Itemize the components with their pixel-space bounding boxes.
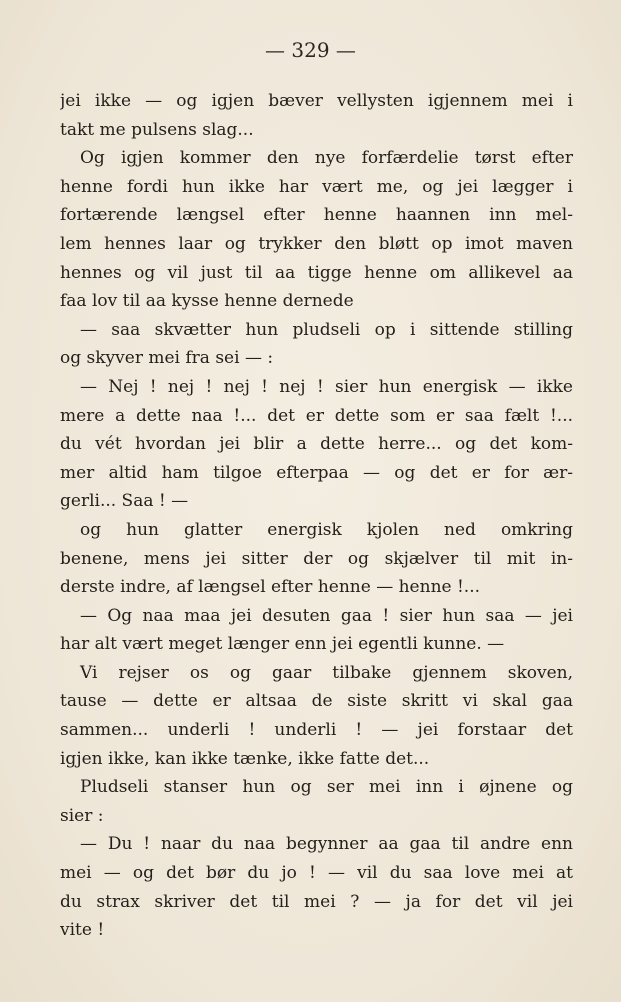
- text-line: mere a dette naa !... det er dette som er saa fælt !...: [60, 405, 573, 426]
- text-line: — Nej ! nej ! nej ! nej ! sier hun energisk — ikke: [80, 376, 573, 397]
- text-line: Vi rejser os og gaar tilbake gjennem skoven,: [80, 662, 573, 683]
- text-line: sammen... underli ! underli ! — jei forstaar det: [60, 720, 573, 741]
- text-line: — Og naa maa jei desuten gaa ! sier hun saa — jei: [80, 605, 573, 626]
- text-line: og hun glatter energisk kjolen ned omkring: [80, 519, 573, 540]
- text-line: igjen ikke, kan ikke tænke, ikke fatte det...: [60, 748, 430, 769]
- text-line: vite !: [60, 920, 105, 941]
- text-line: hennes og vil just til aa tigge henne om allikevel aa: [60, 262, 573, 283]
- text-line: — Du ! naar du naa begynner aa gaa til andre enn: [80, 834, 573, 855]
- text-line: tause — dette er altsaa de siste skritt vi skal gaa: [60, 691, 573, 712]
- text-line: jei ikke — og igjen bæver vellysten igjennem mei i: [60, 91, 573, 111]
- text-line: mei — og det bør du jo ! — vil du saa love mei at: [60, 863, 573, 884]
- text-line: benene, mens jei sitter der og skjælver til mit in-: [60, 548, 573, 569]
- text-line: derste indre, af længsel efter henne — henne !...: [60, 577, 481, 598]
- text-line: gerli... Saa ! —: [60, 491, 189, 512]
- text-line: har alt vært meget længer enn jei egentli kunne. —: [60, 634, 505, 655]
- text-line: sier :: [60, 805, 104, 826]
- text-line: du vét hvordan jei blir a dette herre... og det kom-: [60, 434, 573, 455]
- body-text: [60, 87, 573, 945]
- text-line: faa lov til aa kysse henne dernede: [60, 291, 354, 312]
- page-number: — 329 —: [265, 38, 356, 62]
- text-line: Og igjen kommer den nye forfærdelie tørst efter: [80, 148, 573, 169]
- text-line: mer altid ham tilgoe efterpaa — og det er for ær-: [60, 462, 573, 483]
- text-line: lem hennes laar og trykker den bløtt op imot maven: [60, 233, 573, 254]
- text-line: fortærende længsel efter henne haannen inn mel-: [60, 205, 573, 226]
- text-line: — saa skvætter hun pludseli op i sittende stilling: [80, 319, 573, 340]
- text-line: takt me pulsens slag...: [60, 119, 254, 140]
- text-line: du strax skriver det til mei ? — ja for det vil jei: [60, 891, 573, 912]
- text-line: henne fordi hun ikke har vært me, og jei lægger i: [60, 176, 573, 197]
- text-line: Pludseli stanser hun og ser mei inn i øjnene og: [80, 777, 573, 798]
- text-line: og skyver mei fra sei — :: [60, 348, 274, 369]
